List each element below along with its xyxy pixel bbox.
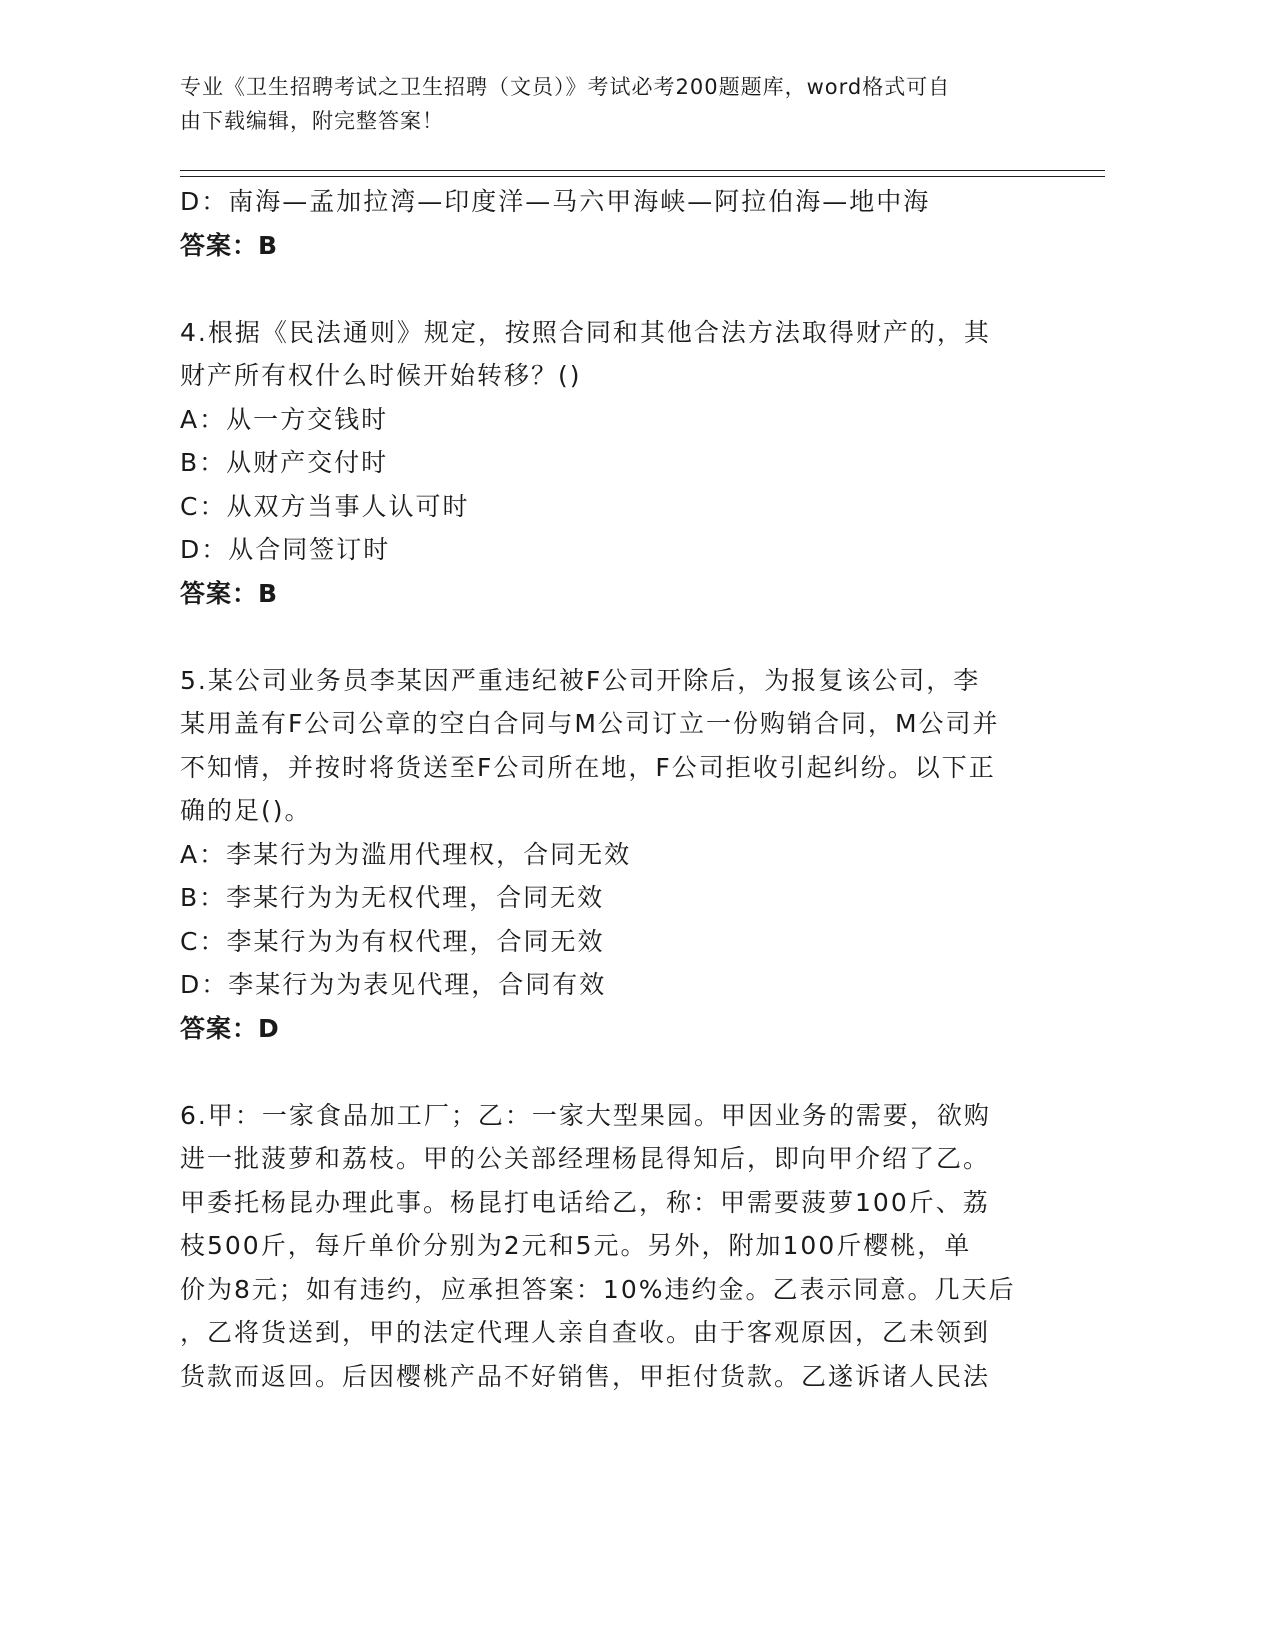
option-b: B：李某行为为无权代理，合同无效 (180, 883, 605, 912)
option-d: D：从合同签订时 (180, 535, 391, 564)
option-d: D：李某行为为表见代理，合同有效 (180, 970, 607, 999)
header-title-line-2: 由下载编辑，附完整答案！ (180, 109, 444, 133)
question-stem-line: 不知情，并按时将货送至F公司所在地，F公司拒收引起纠纷。以下正 (180, 752, 996, 782)
question-stem-line: 价为8元；如有违约，应承担答案：10%违约金。乙表示同意。几天后 (180, 1274, 1016, 1304)
previous-question-tail (180, 180, 1050, 267)
question-stem-line: 5.某公司业务员李某因严重违纪被F公司开除后，为报复该公司，李 (180, 665, 981, 695)
question-4 (180, 311, 1050, 616)
answer-line: 答案：D (180, 1013, 280, 1043)
answer-line: 答案：B (180, 230, 279, 260)
document-body (180, 180, 1050, 1398)
option-a: A：从一方交钱时 (180, 404, 389, 434)
question-stem-line: 货款而返回。后因樱桃产品不好销售，甲拒付货款。乙遂诉诸人民法 (180, 1361, 991, 1391)
spacer (180, 615, 1050, 659)
option-c: C：从双方当事人认可时 (180, 491, 470, 521)
answer-line: 答案：B (180, 578, 279, 608)
question-stem-line: 枝500斤，每斤单价分别为2元和5元。另外，附加100斤樱桃，单 (180, 1231, 972, 1260)
header-divider-bottom (180, 176, 1105, 177)
spacer (180, 267, 1050, 311)
question-stem-line: 6.甲：一家食品加工厂；乙：一家大型果园。甲因业务的需要，欲购 (180, 1100, 991, 1130)
question-stem-line: 甲委托杨昆办理此事。杨昆打电话给乙，称：甲需要菠萝100斤、荔 (180, 1187, 990, 1217)
question-stem-line: 4.根据《民法通则》规定，按照合同和其他合法方法取得财产的，其 (180, 317, 991, 347)
question-stem-line: 某用盖有F公司公章的空白合同与M公司订立一份购销合同，M公司并 (180, 709, 1000, 738)
question-6 (180, 1094, 1050, 1399)
header-title-line-1: 专业《卫生招聘考试之卫生招聘（文员）》考试必考200题题库，word格式可自 (180, 75, 951, 99)
option-c: C：李某行为为有权代理，合同无效 (180, 926, 605, 956)
question-stem-line: 财产所有权什么时候开始转移？() (180, 361, 582, 390)
document-header (180, 70, 1060, 138)
option-b: B：从财产交付时 (180, 448, 389, 477)
question-stem-line: 确的足()。 (180, 796, 312, 825)
question-5 (180, 659, 1050, 1051)
option-a: A：李某行为为滥用代理权，合同无效 (180, 839, 632, 869)
option-d: D：南海—孟加拉湾—印度洋—马六甲海峡—阿拉伯海—地中海 (180, 187, 931, 216)
header-divider-top (180, 170, 1105, 171)
question-stem-line: 进一批菠萝和荔枝。甲的公关部经理杨昆得知后，即向甲介绍了乙。 (180, 1144, 991, 1173)
spacer (180, 1050, 1050, 1094)
question-stem-line: ，乙将货送到，甲的法定代理人亲自查收。由于客观原因，乙未领到 (180, 1318, 991, 1347)
